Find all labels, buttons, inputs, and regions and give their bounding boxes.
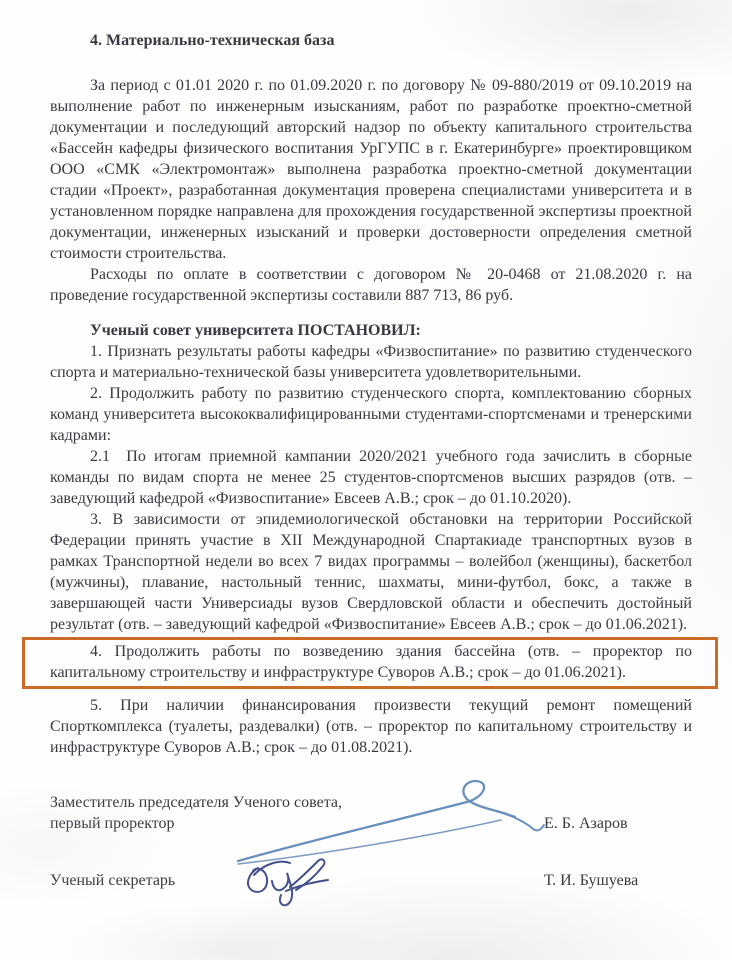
paragraph-expenses: Расходы по оплате в соответствии с договором № 20-0468 от 21.08.2020 г. на проведение государственной экспертизы составили 887 713, 86 руб. (50, 266, 692, 304)
paragraph-contract: За период с 01.01 2020 г. по 01.09.2020 г. по договору № 09-880/2019 от 09.10.2019 на выполнение работ по инженерным изысканиям, работ по разработке проектно-сметной документации и последующий авторский надзор по объекту капитального строительства «Бассейн кафедры физического воспитания УрГУПС в г. Екатеринбурге» проектировщиком ООО «СМК «Электромонтаж» выполнена разработка проектно-сметной документации стадии «Проект», разработанная документация проверена специалистами университета и в установленном порядке направлена для прохождения государственной экспертизы проектной документации, инженерных изысканий и проверки достоверности определения сметной стоимости строительства. (50, 77, 692, 262)
resolution-item-2-1: 2.1 По итогам приемной кампании 2020/2021 учебного года зачислить в сборные команды по видам спорта не менее 25 студентов-спортсменов высших разрядов (отв. – заведующий кафедрой «Физвоспитание» Евсеев А.В.; срок – до 01.10.2020). (50, 448, 692, 507)
signature-role-line1: Заместитель председателя Ученого совета, (50, 794, 342, 811)
resolution-item-5: 5. При наличии финансирования произвести текущий ремонт помещений Спорткомплекса (туалеты, раздевалки) (отв. – проректор по капитальному строительству и инфраструктуре Суворов А.В.; срок – до 01.08.2021). (50, 697, 692, 756)
signature-role (50, 792, 544, 834)
signature-row-secretary (50, 870, 692, 891)
signature-name-azarov: Е. Б. Азаров (544, 815, 628, 832)
resolution-heading: Ученый совет университета ПОСТАНОВИЛ: (90, 322, 421, 339)
resolution-item-1: 1. Признать результаты работы кафедры «Физвоспитание» по развитию студенческого спорта и материально-технической базы университета удовлетворительными. (50, 343, 692, 381)
signature-role-line2: первый проректор (50, 815, 175, 832)
section-heading: 4. Материально-техническая база (90, 32, 335, 49)
signature-name-bushueva: Т. И. Бушуева (544, 872, 639, 889)
signature-block (50, 792, 692, 891)
signature-row-first-prorector (50, 792, 692, 834)
resolution-item-2: 2. Продолжить работу по развитию студенческого спорта, комплектованию сборных команд университета высококвалифицированными студентами-спортсменами и тренерскими кадрами: (50, 385, 692, 444)
signature-role: Ученый секретарь (50, 872, 176, 889)
resolution-item-3: 3. В зависимости от эпидемиологической обстановки на территории Российской Федерации принять участие в XII Международной Спартакиаде транспортных вузов в рамках Транспортной недели во всех 7 видах программы – волейбол (женщины), баскетбол (мужчины), плавание, настольный теннис, шахматы, мини-футбол, бокс, а также в завершающей части Универсиады вузов Свердловской области и обеспечить достойный результат (отв. – заведующий кафедрой «Физвоспитание» Евсеев А.В.; срок – до 01.06.2021). (50, 511, 692, 633)
highlight-annotation-box (22, 637, 718, 689)
resolution-item-4-highlighted: 4. Продолжить работы по возведению здания бассейна (отв. – проректор по капитальному строительству и инфраструктуре Суворов А.В.; срок – до 01.06.2021). (50, 643, 692, 681)
